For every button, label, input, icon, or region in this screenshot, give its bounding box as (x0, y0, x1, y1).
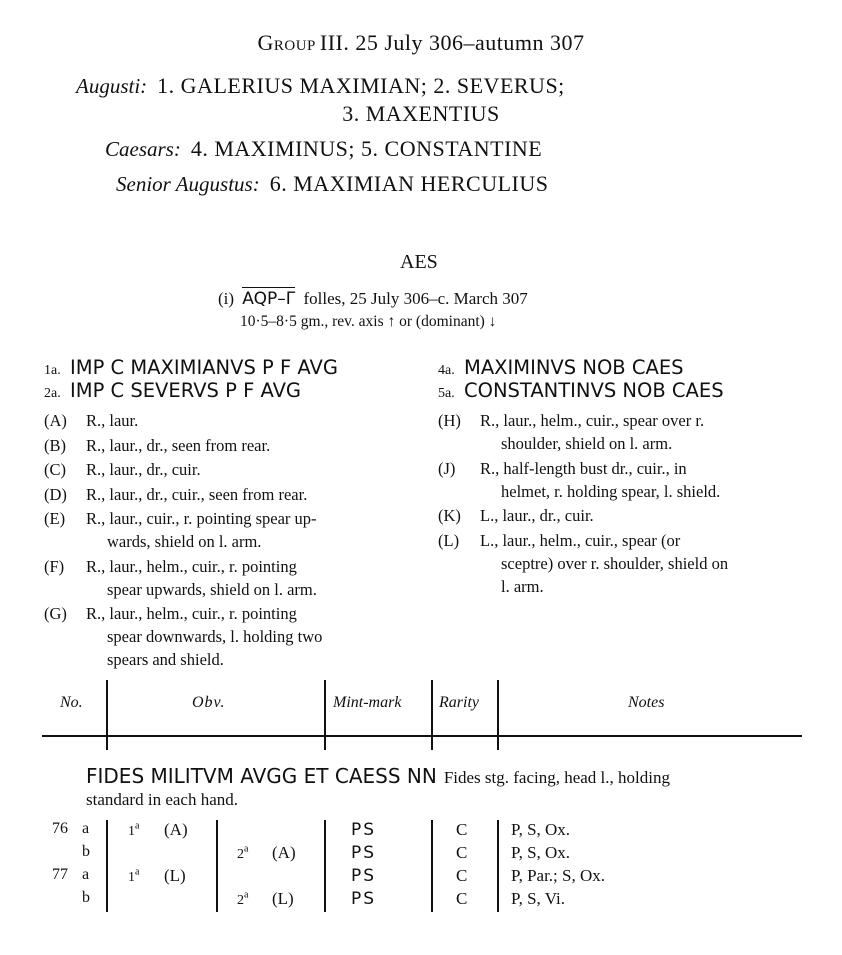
obverse-number: 2 (237, 893, 244, 908)
rarity: C (456, 843, 468, 862)
table-header-rule (42, 735, 802, 737)
mint-mark: PS (351, 843, 377, 863)
bust-description: R., laur. (86, 411, 139, 430)
bust-description: R., laur., helm., cuir., spear over r. (480, 411, 705, 430)
table-rule (216, 820, 218, 912)
row-sub: b (82, 889, 90, 906)
senior-augustus-label: Senior Augustus: (116, 172, 260, 196)
senior-augustus-line (116, 171, 548, 197)
subtitle-mintmark: AQP–Γ (242, 289, 296, 309)
bust-description: l. arm. (501, 576, 544, 596)
bust-description: sceptre) over r. shoulder, shield on (501, 553, 729, 573)
caesars-label: Caesars: (105, 137, 181, 161)
header-notes: Notes (628, 694, 665, 711)
bust-tag: (D) (44, 484, 67, 504)
notes: P, S, Vi. (511, 889, 565, 908)
row-sub: b (82, 843, 90, 860)
group-dates: III. 25 July 306–autumn 307 (319, 30, 585, 55)
obverse-number: 2 (237, 847, 244, 862)
bust-description: R., laur., cuir., r. pointing spear up- (86, 509, 317, 528)
bust-ref: (A) (164, 820, 188, 839)
bust-description: L., laur., helm., cuir., spear (or (480, 530, 681, 550)
subtitle-rest: folles, 25 July 306–c. March 307 (303, 289, 528, 308)
caesars-names: 4. MAXIMINUS; 5. CONSTANTINE (190, 136, 543, 161)
bust-ref: (L) (164, 866, 186, 885)
section-subtitle (218, 289, 528, 309)
row-sub: a (82, 866, 90, 883)
reverse-legend: FIDES MILITVM AVGG ET CAESS NN (86, 764, 437, 788)
section-title: AES (400, 251, 438, 273)
obverse-ref (128, 820, 139, 840)
bust-description: spears and shield. (107, 650, 224, 669)
rarity: C (456, 820, 468, 839)
bust-description: wards, shield on l. arm. (107, 532, 262, 551)
header-mint-mark: Mint-mark (333, 694, 402, 711)
header-no: No. (60, 694, 83, 711)
notes: P, Par.; S, Ox. (511, 866, 605, 885)
obverse-legend (44, 356, 338, 379)
table-rule (431, 820, 433, 912)
row-number: 77 (52, 866, 68, 883)
row-sub: a (82, 820, 90, 837)
bust-description: R., laur., dr., cuir., seen from rear. (86, 484, 308, 504)
notes: P, S, Ox. (511, 820, 571, 839)
bust-description: spear downwards, l. holding two (107, 627, 323, 646)
obverse-suffix: a (135, 866, 140, 878)
obverse-suffix: a (244, 843, 249, 855)
bust-tag: (K) (438, 506, 461, 525)
mint-mark: PS (351, 889, 377, 909)
caesars-line (105, 136, 542, 162)
bust-description: L., laur., dr., cuir. (480, 506, 594, 525)
senior-augustus-name: 6. MAXIMIAN HERCULIUS (269, 171, 549, 196)
augusti-label: Augusti: (76, 74, 148, 98)
obverse-ref (128, 866, 139, 886)
bust-tag: (A) (44, 411, 67, 430)
legend-text: CONSTANTINVS NOB CAES (464, 379, 724, 402)
rarity: C (456, 889, 468, 908)
legend-text: IMP C SEVERVS P F AVG (70, 379, 302, 402)
legend-number: 1a. (44, 363, 61, 378)
table-rule (497, 820, 499, 912)
bust-description: R., laur., dr., seen from rear. (86, 435, 271, 455)
bust-description: R., laur., dr., cuir. (86, 460, 201, 479)
obverse-ref (237, 843, 248, 863)
obverse-suffix: a (135, 820, 140, 832)
legend-number: 5a. (438, 386, 455, 401)
table-rule (106, 820, 108, 912)
rarity: C (456, 866, 468, 885)
bust-tag: (C) (44, 460, 66, 479)
bust-description: helmet, r. holding spear, l. shield. (501, 481, 721, 501)
obverse-legend (438, 379, 724, 402)
bust-tag: (E) (44, 509, 66, 528)
notes: P, S, Ox. (511, 843, 571, 862)
group-prefix: Group (257, 30, 316, 55)
obverse-number: 1 (128, 824, 135, 839)
table-rule (431, 680, 433, 750)
obverse-suffix: a (244, 889, 249, 901)
table-rule (106, 680, 108, 750)
bust-tag: (L) (438, 530, 460, 550)
legend-number: 4a. (438, 363, 455, 378)
subtitle-prefix: (i) (218, 289, 235, 308)
legend-number: 2a. (44, 386, 61, 401)
bust-description: R., laur., helm., cuir., r. pointing (86, 556, 297, 576)
bust-tag: (G) (44, 604, 67, 623)
obverse-ref (237, 889, 248, 909)
mint-mark: PS (351, 820, 377, 840)
bust-tag: (H) (438, 411, 461, 430)
obverse-legend (44, 379, 301, 402)
group-heading (0, 30, 842, 56)
reverse-line-1 (86, 764, 670, 788)
bust-description: R., half-length bust dr., cuir., in (480, 458, 687, 478)
row-number: 76 (52, 820, 68, 837)
mint-mark: PS (351, 866, 377, 886)
table-rule (324, 820, 326, 912)
obverse-legend (438, 356, 684, 379)
reverse-description: Fides stg. facing, head l., holding (443, 768, 670, 787)
obverse-number: 1 (128, 870, 135, 885)
bust-tag: (B) (44, 435, 66, 455)
header-rarity: Rarity (439, 694, 479, 711)
augusti-line-2 (0, 101, 842, 127)
table-rule (497, 680, 499, 750)
bust-ref: (L) (272, 889, 294, 908)
bust-ref: (A) (272, 843, 296, 862)
legend-text: MAXIMINVS NOB CAES (464, 356, 684, 379)
weights-line: 10·5–8·5 gm., rev. axis ↑ or (dominant) ↓ (240, 313, 497, 330)
bust-tag: (F) (44, 556, 65, 576)
table-rule (324, 680, 326, 750)
augusti-names-2: 3. MAXENTIUS (342, 101, 500, 126)
legend-text: IMP C MAXIMIANVS P F AVG (70, 356, 338, 379)
header-obv: Obv. (192, 694, 226, 711)
bust-tag: (J) (438, 458, 456, 478)
augusti-names-1: 1. GALERIUS MAXIMIAN; 2. SEVERUS; (157, 73, 565, 98)
bust-description: shoulder, shield on l. arm. (501, 434, 673, 453)
augusti-line (76, 73, 565, 99)
bust-description: spear upwards, shield on l. arm. (107, 579, 317, 599)
bust-description: R., laur., helm., cuir., r. pointing (86, 604, 297, 623)
reverse-description-2: standard in each hand. (86, 790, 238, 809)
